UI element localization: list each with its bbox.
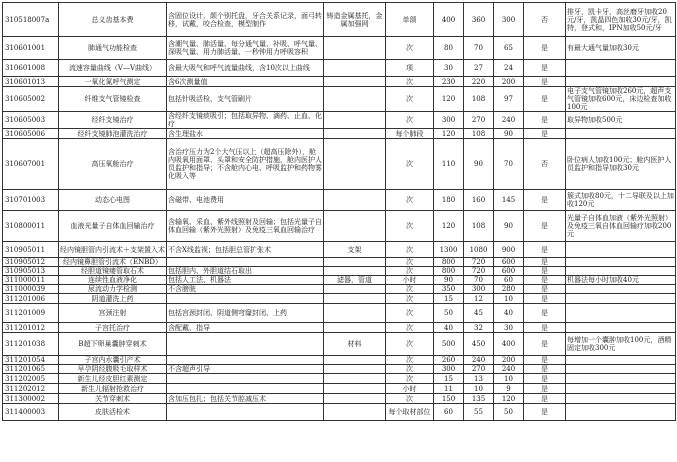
except-cell	[324, 404, 386, 421]
fee-schedule-table	[2, 2, 676, 421]
insurance-flag-cell: 是	[524, 190, 566, 211]
unit-cell: 项	[386, 60, 434, 77]
code-cell: 311201006	[3, 294, 59, 304]
price-level-3-cell: 900	[494, 242, 524, 258]
table-row	[3, 404, 676, 421]
price-level-1-cell: 80	[434, 37, 464, 60]
insurance-flag-cell: 是	[524, 384, 566, 394]
content-cell: 含输氧、采血、紫外线照射及回输；包括光量子自体血回输（紫外光照射）及免疫三氧血回输治疗	[167, 211, 324, 242]
price-level-2-cell: 90	[464, 139, 494, 190]
insurance-flag-cell: 是	[524, 374, 566, 384]
insurance-flag-cell: 是	[524, 285, 566, 294]
item-name-cell: 一氧化氮呼气测定	[59, 77, 167, 87]
note-cell	[566, 294, 676, 304]
item-name-cell: 经胆道镜瘘管取石术	[59, 267, 167, 276]
except-cell: 滤器，管道	[324, 276, 386, 285]
insurance-flag-cell: 是	[524, 333, 566, 356]
except-cell: 材料	[324, 333, 386, 356]
item-name-cell: 经纤支镜治疗	[59, 112, 167, 129]
table-row	[3, 394, 676, 404]
unit-cell: 次	[386, 77, 434, 87]
price-level-1-cell: 300	[434, 365, 464, 374]
note-cell	[566, 285, 676, 294]
insurance-flag-cell: 是	[524, 323, 566, 333]
code-cell: 310601001	[3, 37, 59, 60]
item-name-cell: 动态心电图	[59, 190, 167, 211]
except-cell	[324, 258, 386, 267]
price-level-1-cell: 500	[434, 333, 464, 356]
note-cell	[566, 384, 676, 394]
unit-cell: 次	[386, 37, 434, 60]
unit-cell: 每个取材部位	[386, 404, 434, 421]
insurance-flag-cell: 是	[524, 394, 566, 404]
note-cell	[566, 258, 676, 267]
price-level-2-cell: 160	[464, 190, 494, 211]
table-row	[3, 87, 676, 112]
price-level-1-cell: 90	[434, 276, 464, 285]
insurance-flag-cell: 否	[524, 3, 566, 37]
note-cell: 电子支气管镜加收260元，超声支气管镜加收600元，床边检查加收100元	[566, 87, 676, 112]
note-cell: 机器法每小时加收40元	[566, 276, 676, 285]
price-level-3-cell: 280	[494, 285, 524, 294]
insurance-flag-cell: 是	[524, 112, 566, 129]
except-cell: 铸造金属基托，金属加强网	[324, 3, 386, 37]
unit-cell: 次	[386, 258, 434, 267]
table-row	[3, 139, 676, 190]
item-name-cell: B超下卵巢囊肿穿刺术	[59, 333, 167, 356]
content-cell: 包括人工法、机器法	[167, 276, 324, 285]
content-cell: 包括宫颈封闭、阴道侧穹窿封闭、上药	[167, 304, 324, 323]
code-cell: 310605002	[3, 87, 59, 112]
item-name-cell: 早孕阴经腹吸毛取样术	[59, 365, 167, 374]
item-name-cell: 子宫内水囊引产术	[59, 356, 167, 365]
price-level-1-cell: 300	[434, 112, 464, 129]
note-cell: 卧位病人加收100元；舱内医护人员监护和指导加收30元	[566, 139, 676, 190]
item-name-cell: 子宫托治疗	[59, 323, 167, 333]
price-level-1-cell: 1300	[434, 242, 464, 258]
unit-cell: 单颌	[386, 3, 434, 37]
code-cell: 310701003	[3, 190, 59, 211]
item-name-cell: 高压氧舱治疗	[59, 139, 167, 190]
note-cell	[566, 356, 676, 365]
except-cell	[324, 190, 386, 211]
content-cell: 不含超声引导	[167, 365, 324, 374]
content-cell: 不含X线监视；包括胆总管扩张术	[167, 242, 324, 258]
item-name-cell: 总义齿基本费	[59, 3, 167, 37]
note-cell	[566, 374, 676, 384]
code-cell: 310905012	[3, 258, 59, 267]
except-cell	[324, 77, 386, 87]
unit-cell: 次	[386, 394, 434, 404]
unit-cell: 次	[386, 242, 434, 258]
content-cell	[167, 356, 324, 365]
note-cell	[566, 242, 676, 258]
price-level-1-cell: 260	[434, 356, 464, 365]
price-level-3-cell: 10	[494, 374, 524, 384]
content-cell: 不含膀胱	[167, 285, 324, 294]
except-cell	[324, 129, 386, 139]
price-level-2-cell: 55	[464, 404, 494, 421]
item-name-cell: 宫颈注射	[59, 304, 167, 323]
price-level-2-cell: 240	[464, 356, 494, 365]
price-level-3-cell: 70	[494, 139, 524, 190]
insurance-flag-cell: 是	[524, 294, 566, 304]
table-row	[3, 211, 676, 242]
price-level-3-cell: 400	[494, 333, 524, 356]
table-row	[3, 129, 676, 139]
content-cell	[167, 384, 324, 394]
code-cell: 310605003	[3, 112, 59, 129]
price-level-1-cell: 120	[434, 87, 464, 112]
price-level-3-cell: 97	[494, 87, 524, 112]
price-level-1-cell: 150	[434, 394, 464, 404]
price-level-2-cell: 270	[464, 112, 494, 129]
table-row	[3, 37, 676, 60]
price-level-1-cell: 230	[434, 77, 464, 87]
note-cell	[566, 404, 676, 421]
except-cell	[324, 60, 386, 77]
price-level-3-cell: 90	[494, 129, 524, 139]
table-row	[3, 276, 676, 285]
item-name-cell: 连续性血液净化	[59, 276, 167, 285]
table-row	[3, 333, 676, 356]
item-name-cell: 血液光量子自体血回输治疗	[59, 211, 167, 242]
code-cell: 311201012	[3, 323, 59, 333]
price-level-2-cell: 720	[464, 267, 494, 276]
note-cell: 取异物加收500元	[566, 112, 676, 129]
except-cell	[324, 365, 386, 374]
price-level-2-cell: 108	[464, 129, 494, 139]
price-level-1-cell: 11	[434, 384, 464, 394]
price-level-3-cell: 120	[494, 394, 524, 404]
note-cell: 光量子自体血加液（紫外光照射）及免疫三氧自体血回输疗加收200元	[566, 211, 676, 242]
insurance-flag-cell: 否	[524, 139, 566, 190]
table-row	[3, 285, 676, 294]
except-cell	[324, 87, 386, 112]
note-cell: 簇式加收80元，十二导联及以上加收120元	[566, 190, 676, 211]
price-level-2-cell: 108	[464, 211, 494, 242]
price-level-1-cell: 350	[434, 285, 464, 294]
except-cell	[324, 294, 386, 304]
item-name-cell: 纤维支气管镜检查	[59, 87, 167, 112]
except-cell	[324, 285, 386, 294]
table-row	[3, 190, 676, 211]
price-level-2-cell: 360	[464, 3, 494, 37]
price-level-2-cell: 720	[464, 258, 494, 267]
code-cell: 310601008	[3, 60, 59, 77]
content-cell	[167, 374, 324, 384]
note-cell: 有最大通气量加收30元	[566, 37, 676, 60]
note-cell: 每增加一个囊肿加收100元，酒精固定加收300元	[566, 333, 676, 356]
price-level-3-cell: 30	[494, 323, 524, 333]
unit-cell: 次	[386, 139, 434, 190]
except-cell	[324, 211, 386, 242]
code-cell: 310601013	[3, 77, 59, 87]
price-level-2-cell: 32	[464, 323, 494, 333]
table-row	[3, 77, 676, 87]
price-level-2-cell: 450	[464, 333, 494, 356]
code-cell: 311201009	[3, 304, 59, 323]
except-cell	[324, 374, 386, 384]
price-level-3-cell: 90	[494, 211, 524, 242]
insurance-flag-cell: 是	[524, 365, 566, 374]
price-level-3-cell: 24	[494, 60, 524, 77]
note-cell	[566, 304, 676, 323]
unit-cell: 次	[386, 374, 434, 384]
content-cell: 包括胆内、外胆道结石取出	[167, 267, 324, 276]
price-level-2-cell: 70	[464, 37, 494, 60]
price-level-3-cell: 9	[494, 384, 524, 394]
content-cell: 含治疗压力为2个大气压以上（超高压除外），舱内吸氧用面罩、头罩和安全防护措施，舱内医护人员监护和指导；不含舱内心电、呼吸监护和药物雾化吸入等	[167, 139, 324, 190]
price-level-3-cell: 50	[494, 404, 524, 421]
price-level-3-cell: 60	[494, 276, 524, 285]
content-cell: 含固位设计，颌个别托盘，牙合关系记录，面弓转移，试戴，咬合检查，模型制作	[167, 3, 324, 37]
price-level-3-cell: 300	[494, 3, 524, 37]
item-name-cell: 经内镜鼻胆管引流术（ENBD）	[59, 258, 167, 267]
price-level-1-cell: 400	[434, 3, 464, 37]
code-cell: 310607001	[3, 139, 59, 190]
table-row	[3, 323, 676, 333]
content-cell: 含经纤支镜痰吸引；包括取异物、滴药、止血、化疗	[168, 112, 322, 128]
code-cell: 311000039	[3, 285, 59, 294]
content-cell: 含加压包扎；包括关节腔减压术	[167, 394, 324, 404]
price-level-1-cell: 15	[434, 294, 464, 304]
item-name-cell: 经纤支镜肺泡灌洗治疗	[59, 129, 167, 139]
price-level-2-cell: 300	[464, 285, 494, 294]
code-cell: 311201065	[3, 365, 59, 374]
price-level-3-cell: 600	[494, 258, 524, 267]
unit-cell: 次	[386, 211, 434, 242]
price-level-1-cell: 30	[434, 60, 464, 77]
insurance-flag-cell: 是	[524, 356, 566, 365]
unit-cell: 次	[386, 267, 434, 276]
price-level-2-cell: 270	[464, 365, 494, 374]
insurance-flag-cell: 是	[524, 211, 566, 242]
insurance-flag-cell: 是	[524, 242, 566, 258]
insurance-flag-cell: 是	[524, 129, 566, 139]
code-cell: 311202012	[3, 384, 59, 394]
item-name-cell: 经内镜胆管内引流术＋支架置入术	[59, 242, 167, 258]
price-level-3-cell: 40	[494, 304, 524, 323]
table-row	[3, 242, 676, 258]
price-level-1-cell: 180	[434, 190, 464, 211]
price-level-1-cell: 40	[434, 323, 464, 333]
content-cell: 含6次测量值	[167, 77, 324, 87]
except-cell: 支架	[324, 242, 386, 258]
except-cell	[324, 323, 386, 333]
note-cell	[566, 60, 676, 77]
note-cell	[566, 77, 676, 87]
price-level-1-cell: 120	[434, 129, 464, 139]
content-cell: 含磁带、电池费用	[167, 190, 324, 211]
insurance-flag-cell: 是	[524, 276, 566, 285]
table-row	[3, 365, 676, 374]
table-row	[3, 60, 676, 77]
item-name-cell: 关节穿刺术	[59, 394, 167, 404]
unit-cell: 次	[386, 112, 434, 129]
except-cell	[324, 112, 386, 129]
unit-cell: 次	[386, 333, 434, 356]
price-level-1-cell: 50	[434, 304, 464, 323]
price-level-1-cell: 800	[434, 258, 464, 267]
insurance-flag-cell: 是	[524, 404, 566, 421]
price-level-3-cell: 145	[494, 190, 524, 211]
content-cell	[167, 404, 324, 421]
price-level-2-cell: 70	[464, 276, 494, 285]
content-cell: 含潮气量、肺活量、每分通气量、补吸、呼气量、深吸气量、用力肺活量、一秒钟用力呼吸容积	[167, 37, 324, 60]
except-cell	[324, 139, 386, 190]
price-level-2-cell: 45	[464, 304, 494, 323]
price-level-1-cell: 15	[434, 374, 464, 384]
code-cell: 311201038	[3, 333, 59, 356]
price-level-1-cell: 60	[434, 404, 464, 421]
content-cell: 含配戴、指导	[167, 323, 324, 333]
table-row	[3, 267, 676, 276]
unit-cell: 次	[386, 323, 434, 333]
unit-cell: 次	[386, 356, 434, 365]
item-name-cell: 尿流动力学检测	[59, 285, 167, 294]
item-name-cell: 皮肤活检术	[59, 404, 167, 421]
item-name-cell: 肺通气功能检查	[59, 37, 167, 60]
unit-cell: 次	[386, 294, 434, 304]
table-row	[3, 294, 676, 304]
code-cell: 311202005	[3, 374, 59, 384]
code-cell: 310905013	[3, 267, 59, 276]
unit-cell: 次	[386, 285, 434, 294]
code-cell: 310518007a	[3, 3, 59, 37]
item-name-cell: 阴道灌洗上药	[59, 294, 167, 304]
content-cell: 含生理盐水	[167, 129, 324, 139]
price-level-3-cell: 200	[494, 77, 524, 87]
price-level-3-cell: 200	[494, 356, 524, 365]
price-level-2-cell: 135	[464, 394, 494, 404]
table-row	[3, 112, 676, 129]
price-level-3-cell: 600	[494, 267, 524, 276]
unit-cell: 小时	[386, 384, 434, 394]
table-row	[3, 258, 676, 267]
code-cell: 311201054	[3, 356, 59, 365]
content-cell	[167, 333, 324, 356]
note-cell	[566, 323, 676, 333]
unit-cell: 小时	[386, 276, 434, 285]
price-level-2-cell: 1080	[464, 242, 494, 258]
note-cell: 排牙，凯卡牙，高丝磨牙加收20元/牙，凯晶四色加收30元/牙，凯特，登式和，IPN加收50元/牙	[566, 3, 676, 37]
note-cell	[566, 267, 676, 276]
item-name-cell: 新生儿辐射抢救治疗	[59, 384, 167, 394]
code-cell: 310605006	[3, 129, 59, 139]
except-cell	[324, 384, 386, 394]
table-row	[3, 384, 676, 394]
insurance-flag-cell: 是	[524, 37, 566, 60]
except-cell	[324, 394, 386, 404]
price-level-3-cell: 10	[494, 294, 524, 304]
content-cell: 含最大吸气和呼气流量曲线，含10次以上曲线	[167, 60, 324, 77]
code-cell: 311000011	[3, 276, 59, 285]
table-row	[3, 374, 676, 384]
unit-cell: 次	[386, 190, 434, 211]
price-level-2-cell: 10	[464, 384, 494, 394]
price-level-2-cell: 13	[464, 374, 494, 384]
price-level-2-cell: 220	[464, 77, 494, 87]
price-level-2-cell: 12	[464, 294, 494, 304]
content-cell: 包括针吸活检、支气管刷片	[167, 87, 324, 112]
insurance-flag-cell: 是	[524, 258, 566, 267]
code-cell: 310800011	[3, 211, 59, 242]
table-row	[3, 356, 676, 365]
price-level-3-cell: 240	[494, 365, 524, 374]
unit-cell: 次	[386, 365, 434, 374]
insurance-flag-cell: 是	[524, 77, 566, 87]
table-row	[3, 304, 676, 323]
content-cell	[167, 294, 324, 304]
code-cell: 311300002	[3, 394, 59, 404]
price-level-2-cell: 108	[464, 87, 494, 112]
unit-cell: 次	[386, 304, 434, 323]
price-level-1-cell: 120	[434, 211, 464, 242]
note-cell	[566, 394, 676, 404]
content-cell	[167, 258, 324, 267]
item-name-cell: 流速容量曲线（V—V曲线）	[59, 60, 167, 77]
unit-cell: 次	[386, 87, 434, 112]
price-level-3-cell: 65	[494, 37, 524, 60]
price-level-3-cell: 240	[494, 112, 524, 129]
price-level-1-cell: 110	[434, 139, 464, 190]
price-level-2-cell: 27	[464, 60, 494, 77]
insurance-flag-cell: 是	[524, 87, 566, 112]
except-cell	[324, 267, 386, 276]
note-cell	[566, 365, 676, 374]
item-name-cell: 新生儿经皮胆红素测定	[59, 374, 167, 384]
table-row	[3, 3, 676, 37]
insurance-flag-cell: 是	[524, 267, 566, 276]
insurance-flag-cell: 是	[524, 60, 566, 77]
unit-cell: 每个肺段	[386, 129, 434, 139]
except-cell	[324, 37, 386, 60]
note-cell	[566, 129, 676, 139]
except-cell	[324, 304, 386, 323]
code-cell: 311400003	[3, 404, 59, 421]
code-cell: 310905011	[3, 242, 59, 258]
price-level-1-cell: 800	[434, 267, 464, 276]
except-cell	[324, 356, 386, 365]
insurance-flag-cell: 是	[524, 304, 566, 323]
